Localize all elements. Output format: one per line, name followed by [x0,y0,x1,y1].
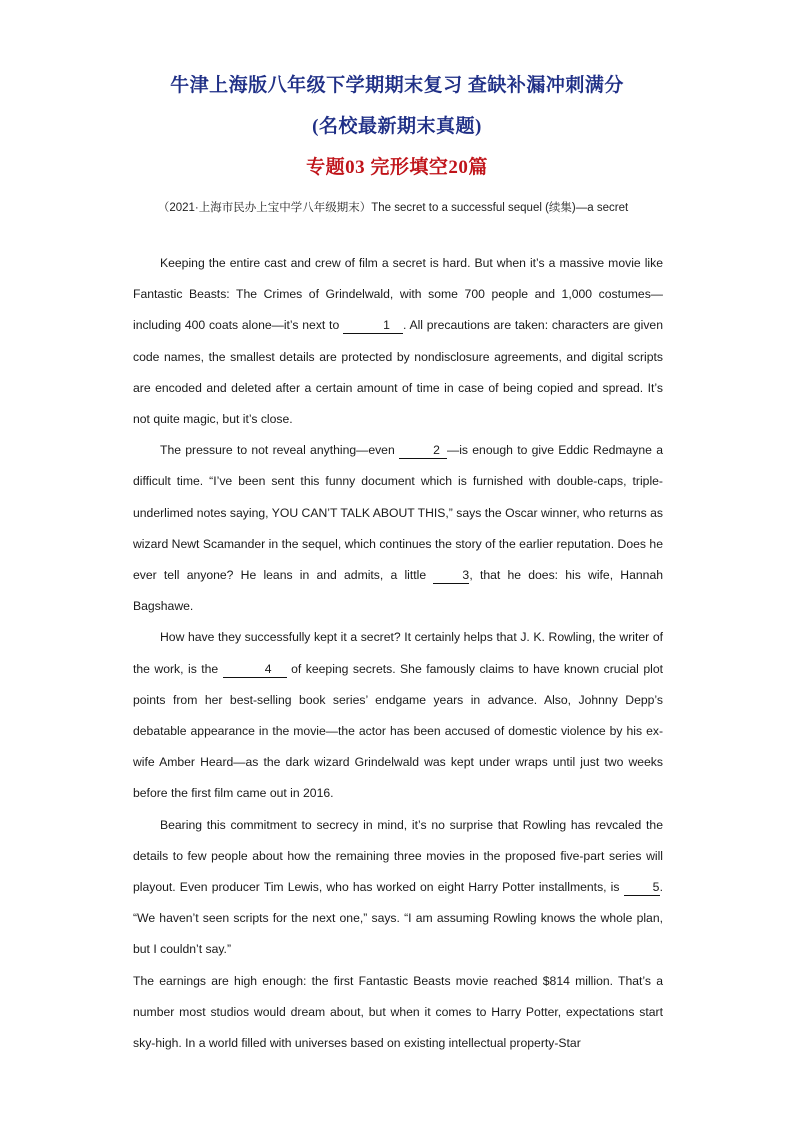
topic-heading: 专题03 完形填空20篇 [306,157,488,178]
paragraph-4 [133,810,663,966]
paragraph-text: Keeping the entire cast and crew of film a secret is hard. But when it’s a massive movie like Fantastic Beasts: The Crimes of Grindelwald, with some 700 people and 1,000 costumes—including 400 coats alone—it’s next to [133,256,663,333]
paragraph-text: . All precautions are taken: characters are given code names, the smallest details are protected by nondisclosure agreements, and digital scripts are encoded and deleted after a certain amount of time in case of being copied and spread. It’s not quite magic, but it’s close. [133,318,663,427]
paragraph-text: —is enough to give Eddic Redmayne a difficult time. “I’ve been sent this funny document which is furnished with double-caps, triple-underlimed notes saying, YOU CAN’T TALK ABOUT THIS,” says the Oscar winner, who returns as wizard Newt Scamander in the sequel, which continues the story of the earlier reputation. Does he ever tell anyone? He leans in and admits, a little [133,443,663,583]
paragraph-text: The pressure to not reveal anything—even [160,443,400,458]
document-title: 牛津上海版八年级下学期期末复习 查缺补漏冲刺满分 [170,75,624,96]
passage-body [133,248,663,1059]
paragraph-5: The earnings are high enough: the first Fantastic Beasts movie reached $814 million. That’s a number most studios would dream about, but when it comes to Harry Potter, expectations start sky-high. In a world filled with universes based on existing intellectual property-Star [133,973,663,1051]
passage-source: （2021·上海市民办上宝中学八年级期末）The secret to a successful sequel (续集)—a secret [157,202,629,214]
blank-4[interactable]: 4 [223,661,287,678]
paragraph-text: Bearing this commitment to secrecy in mind, it’s no surprise that Rowling has revcaled the details to few people about how the remaining three movies in the proposed five-part series will playout. Even producer Tim Lewis, who has worked on eight Harry Potter installments, is [133,817,663,895]
blank-3[interactable]: 3 [433,567,469,584]
paragraph-text: , that he does: his wife, Hannah Bagshawe. [133,568,663,614]
document-subtitle: (名校最新期末真题) [312,116,482,137]
paragraph-text: . “We haven’t seen scripts for the next one,” says. “I am assuming Rowling knows the whole plan, but I couldn’t say.” [133,880,663,957]
blank-5[interactable]: 5 [624,879,660,896]
paragraph-2 [133,435,663,622]
blank-1[interactable]: 1 [343,317,403,334]
blank-2[interactable]: 2 [399,442,447,459]
paragraph-3 [133,622,663,809]
paragraph-text: How have they successfully kept it a secret? It certainly helps that J. K. Rowling, the writer of the work, is the [133,630,663,676]
paragraph-1 [133,248,663,435]
paragraph-text: of keeping secrets. She famously claims to have known crucial plot points from her best-selling book series’ endgame years in advance. Also, Johnny Depp’s debatable appearance in the movie—the actor has been accused of domestic violence by his ex-wife Amber Heard—as the dark wizard Grindelwald was kept under wraps until just two weeks before the first film came out in 2016. [133,661,663,801]
